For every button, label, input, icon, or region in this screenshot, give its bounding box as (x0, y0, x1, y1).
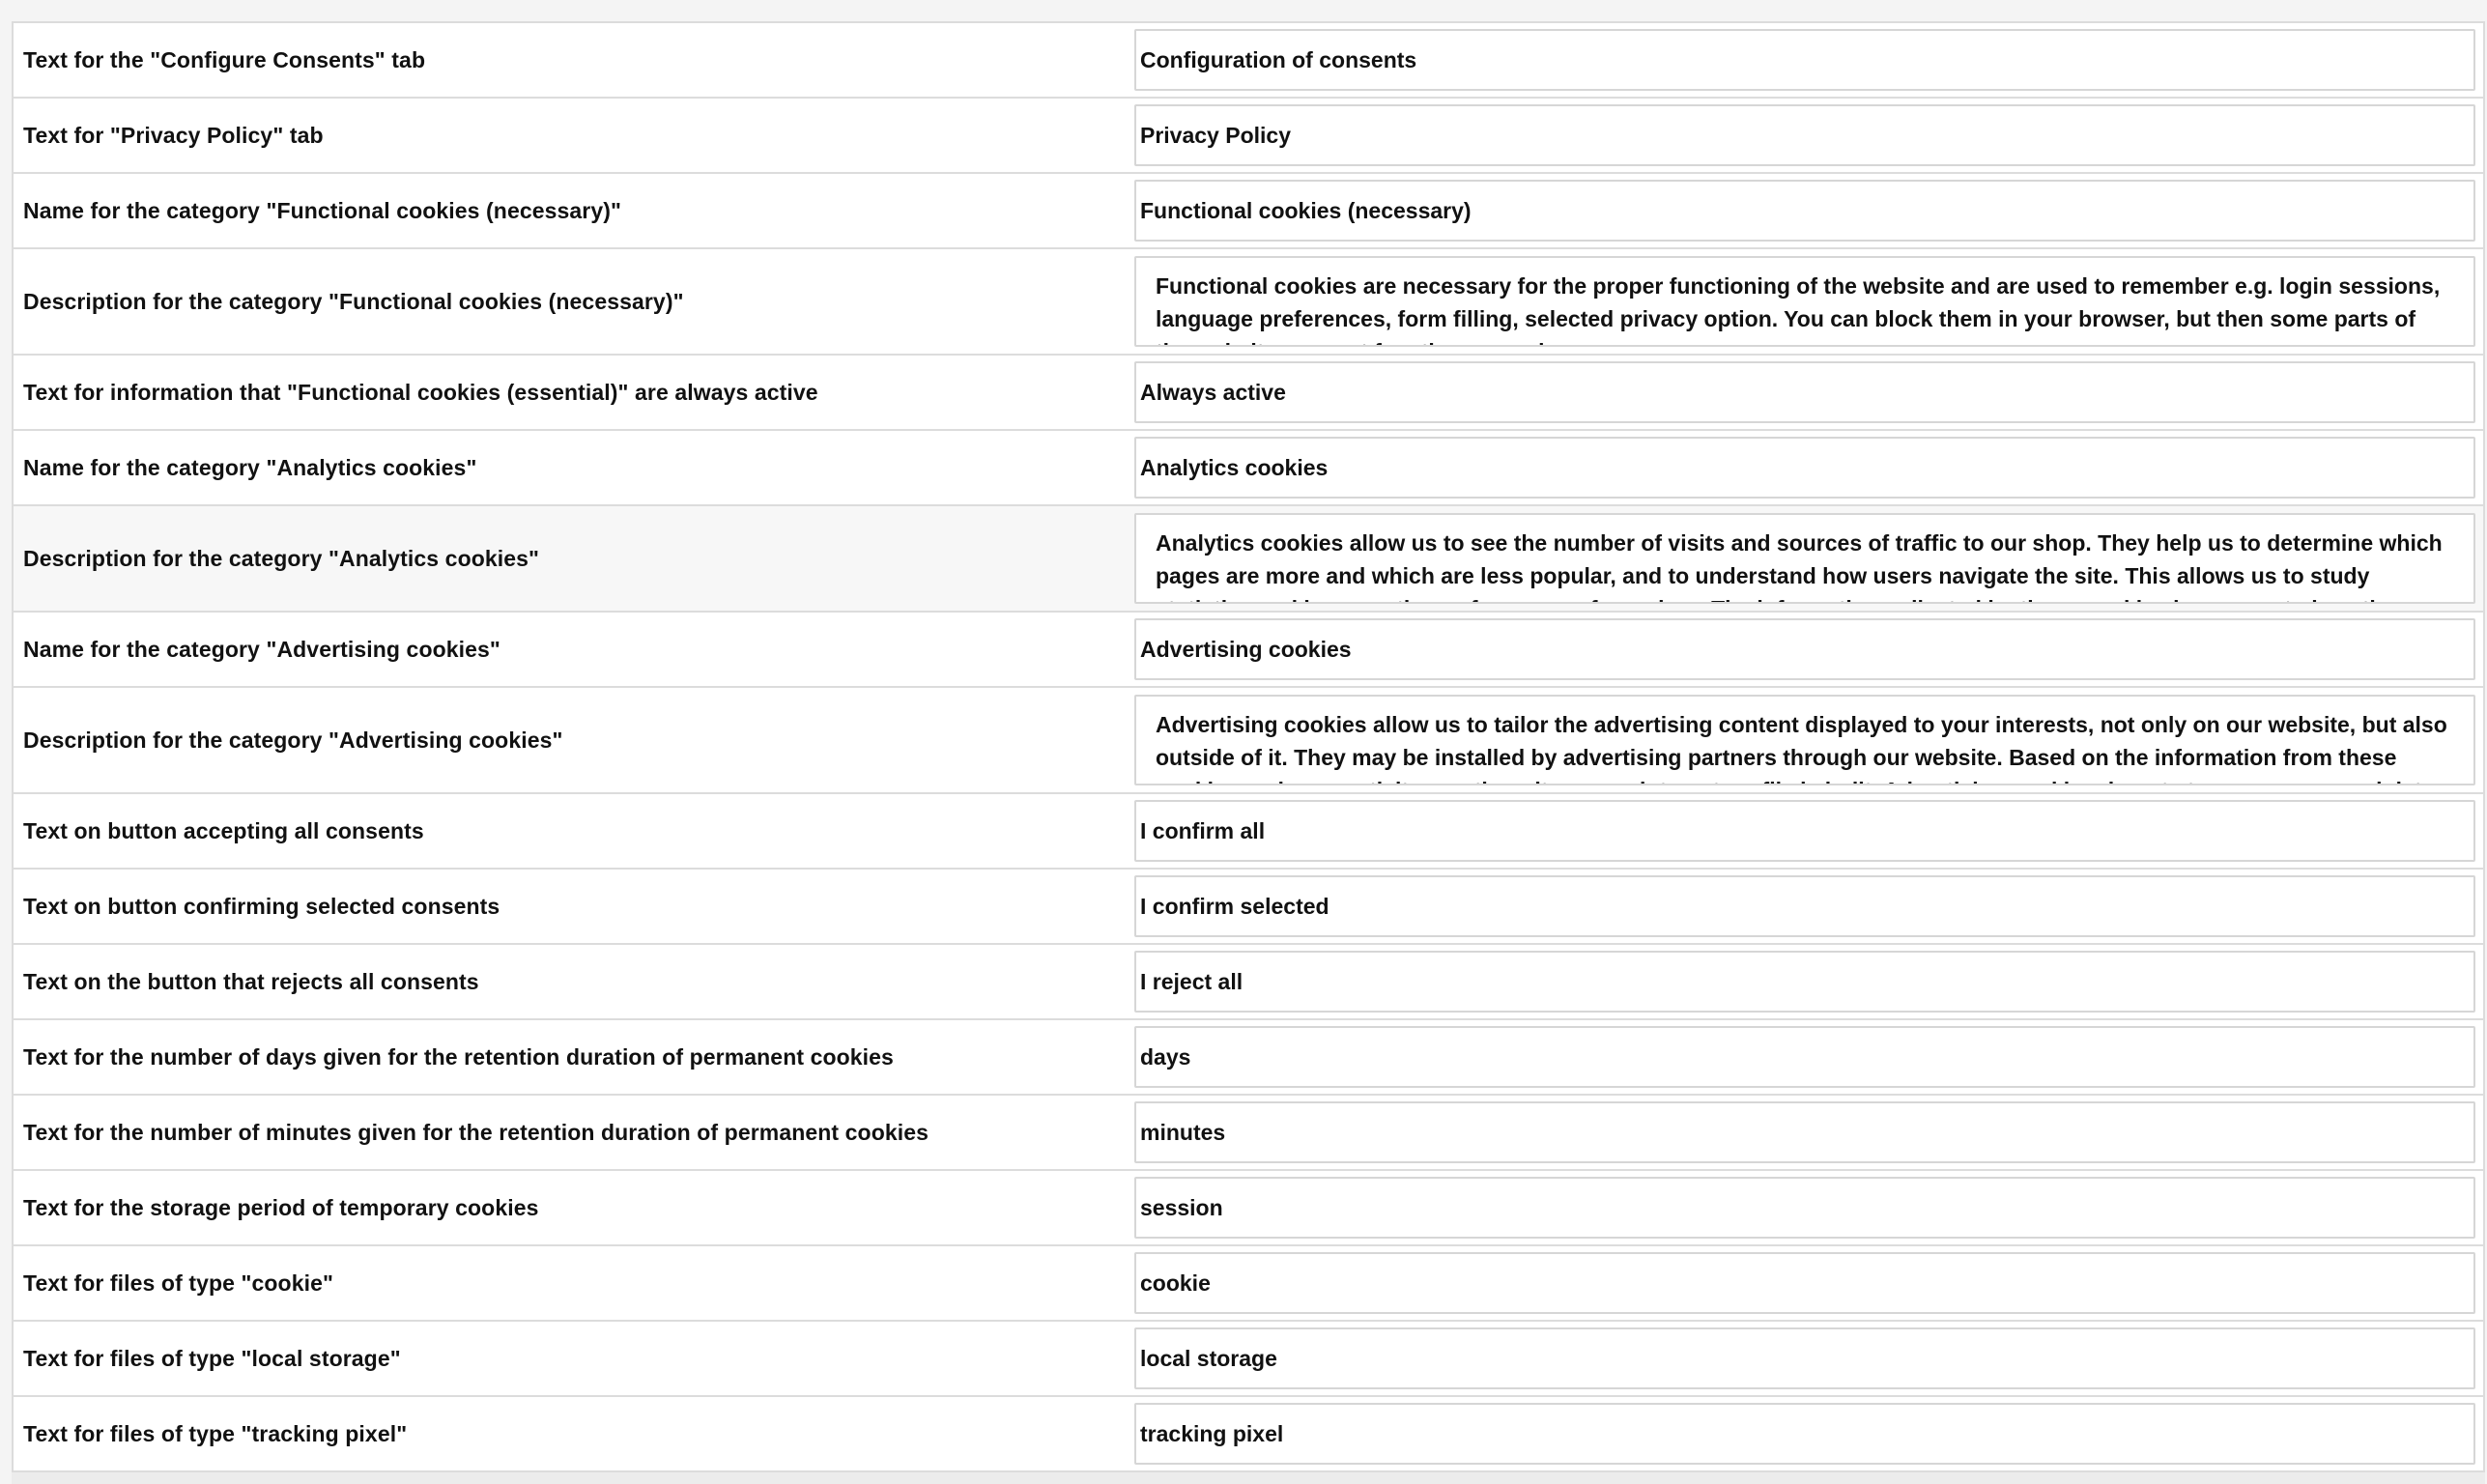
row-label: Text on button confirming selected consents (23, 893, 500, 919)
row-label: Text for files of type "tracking pixel" (23, 1420, 408, 1446)
row-label: Text for the number of minutes given for the retention duration of permanent cookies (23, 1119, 929, 1145)
table-row (14, 431, 2483, 506)
table-row (14, 1020, 2483, 1096)
table-footer-strip (12, 1472, 2485, 1484)
field-cell (1134, 1177, 2483, 1239)
field-cell (1134, 875, 2483, 937)
table-row (14, 356, 2483, 431)
table-row (14, 794, 2483, 870)
row-label: Text for the number of days given for the retention duration of permanent cookies (23, 1043, 894, 1070)
settings-table (12, 21, 2485, 1472)
field-cell (1134, 1101, 2483, 1163)
advertising-cookies-description-textarea[interactable] (1134, 695, 2475, 785)
row-label: Text on button accepting all consents (23, 817, 424, 843)
local-storage-type-text-input[interactable] (1134, 1327, 2475, 1389)
table-row (14, 613, 2483, 688)
tracking-pixel-type-text-input[interactable] (1134, 1403, 2475, 1465)
analytics-cookies-name-input[interactable] (1134, 437, 2475, 499)
table-row (14, 23, 2483, 99)
table-row (14, 1322, 2483, 1397)
accept-all-button-text-input[interactable] (1134, 800, 2475, 862)
functional-cookies-description-textarea[interactable] (1134, 256, 2475, 347)
field-cell (1134, 180, 2483, 242)
table-row (14, 1096, 2483, 1171)
retention-days-text-input[interactable] (1134, 1026, 2475, 1088)
row-label: Name for the category "Advertising cookies" (23, 636, 500, 662)
cookie-type-text-input[interactable] (1134, 1252, 2475, 1314)
field-cell (1134, 1252, 2483, 1314)
table-row (14, 249, 2483, 356)
row-label: Text for files of type "local storage" (23, 1345, 401, 1371)
row-label: Description for the category "Analytics cookies" (23, 545, 540, 571)
row-label: Text for the "Configure Consents" tab (23, 46, 426, 72)
row-label: Text for "Privacy Policy" tab (23, 122, 324, 148)
advertising-cookies-name-input[interactable] (1134, 618, 2475, 680)
field-cell (1134, 618, 2483, 680)
retention-minutes-text-input[interactable] (1134, 1101, 2475, 1163)
functional-cookies-name-input[interactable] (1134, 180, 2475, 242)
field-cell (1134, 361, 2483, 423)
row-label: Name for the category "Analytics cookies" (23, 454, 477, 480)
always-active-text-input[interactable] (1134, 361, 2475, 423)
table-row (14, 174, 2483, 249)
table-row (14, 688, 2483, 794)
row-label: Text on the button that rejects all consents (23, 968, 479, 994)
row-label: Name for the category "Functional cookies (necessary)" (23, 197, 622, 223)
row-label: Text for information that "Functional cookies (essential)" are always active (23, 379, 818, 405)
privacy-policy-tab-text-input[interactable] (1134, 104, 2475, 166)
table-row (14, 506, 2483, 613)
field-cell (1134, 951, 2483, 1013)
field-cell (1134, 29, 2483, 91)
table-row (14, 945, 2483, 1020)
row-label: Text for the storage period of temporary cookies (23, 1194, 539, 1220)
field-cell (1134, 437, 2483, 499)
table-row (14, 99, 2483, 174)
field-cell (1134, 513, 2483, 604)
field-cell (1134, 256, 2483, 347)
row-label: Description for the category "Advertising cookies" (23, 727, 563, 753)
field-cell (1134, 1327, 2483, 1389)
row-label: Description for the category "Functional cookies (necessary)" (23, 288, 684, 314)
table-row (14, 1171, 2483, 1246)
table-row (14, 870, 2483, 945)
table-row (14, 1397, 2483, 1472)
table-row (14, 1246, 2483, 1322)
field-cell (1134, 1403, 2483, 1465)
temporary-storage-text-input[interactable] (1134, 1177, 2475, 1239)
field-cell (1134, 104, 2483, 166)
row-label: Text for files of type "cookie" (23, 1270, 333, 1296)
field-cell (1134, 1026, 2483, 1088)
field-cell (1134, 695, 2483, 785)
confirm-selected-button-text-input[interactable] (1134, 875, 2475, 937)
reject-all-button-text-input[interactable] (1134, 951, 2475, 1013)
configure-consents-tab-text-input[interactable] (1134, 29, 2475, 91)
analytics-cookies-description-textarea[interactable] (1134, 513, 2475, 604)
field-cell (1134, 800, 2483, 862)
